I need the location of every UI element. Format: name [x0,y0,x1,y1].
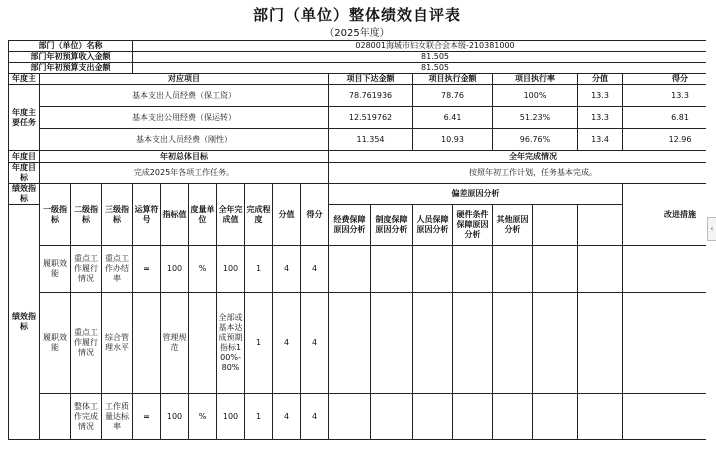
perf-header-dev-other: 其他原因分析 [493,205,533,246]
goals-side-label-main: 年度目标 [9,163,40,184]
perf-row-level2: 重点工作履行情况 [71,293,102,394]
tasks-header-rate: 项目执行率 [493,74,578,85]
perf-row-operator [133,293,161,394]
budget-income-value: 81.505 [133,52,707,63]
perf-row-level2: 整体工作完成情况 [71,394,102,440]
task-row-name: 基本支出公用经费（保运转） [40,107,329,129]
page-title: 部门（单位）整体绩效自评表 [252,6,461,24]
perf-row-target: 管理规范 [161,293,189,394]
perf-row-score: 4 [273,394,301,440]
perf-row-level1: 履职效能 [40,246,71,293]
perf-row-operator: = [133,246,161,293]
perf-row-level1: 履职效能 [40,293,71,394]
perf-row-got: 4 [301,246,329,293]
task-row-got: 12.96 [623,129,707,151]
perf-row-degree: 1 [245,293,273,394]
goals-initial-text: 完成2025年各项工作任务。 [40,163,329,184]
dept-name-label: 部门（单位）名称 [9,41,133,52]
task-row-score: 13.4 [578,129,623,151]
tasks-header-score: 分值 [578,74,623,85]
goals-header-initial: 年初总体目标 [40,151,329,163]
perf-row-actual: 100 [217,394,245,440]
perf-row-target: 100 [161,246,189,293]
perf-row-level2: 重点工作履行情况 [71,246,102,293]
budget-expense-label: 部门年初预算支出金额 [9,63,133,74]
perf-row-degree: 1 [245,246,273,293]
perf-header-dev-system: 制度保障原因分析 [371,205,413,246]
perf-header-dev-funding: 经费保障原因分析 [329,205,371,246]
task-row-rate: 100% [493,85,578,107]
tasks-side-label: 年度主 [9,74,40,85]
perf-row-actual: 全部或基本达成预期指标100%-80% [217,293,245,394]
perf-row-unit: % [189,394,217,440]
goals-header-completion: 全年完成情况 [329,151,707,163]
task-row-rate: 96.76% [493,129,578,151]
tasks-header-project: 对应项目 [40,74,329,85]
perf-row-target: 100 [161,394,189,440]
perf-row-level1 [40,394,71,440]
task-row-name: 基本支出人员经费（保工资） [40,85,329,107]
perf-header-dev-hardware: 硬件条件保障原因分析 [453,205,493,246]
perf-header-improve: 改进措施 [623,184,707,246]
budget-income-label: 部门年初预算收入金额 [9,52,133,63]
goals-side-label: 年度目 [9,151,40,163]
perf-header-deviation: 偏差原因分析 [329,184,623,205]
perf-header-score: 分值 [273,184,301,246]
task-row-issued: 11.354 [329,129,413,151]
task-row-issued: 12.519762 [329,107,413,129]
perf-header-level3: 三级指标 [102,184,133,246]
perf-header-got: 得分 [301,184,329,246]
task-row-got: 6.81 [623,107,707,129]
tasks-header-executed: 项目执行金额 [413,74,493,85]
perf-header-dev-staff: 人员保障原因分析 [413,205,453,246]
task-row-score: 13.3 [578,85,623,107]
perf-header-unit: 度量单位 [189,184,217,246]
perf-row-unit: % [189,246,217,293]
task-row-name: 基本支出人员经费（刚性） [40,129,329,151]
tasks-header-issued: 项目下达金额 [329,74,413,85]
perf-header-level2: 二级指标 [71,184,102,246]
task-row-issued: 78.761936 [329,85,413,107]
task-row-executed: 78.76 [413,85,493,107]
task-row-got: 13.3 [623,85,707,107]
task-row-rate: 51.23% [493,107,578,129]
perf-side-label-top: 绩效指标 [9,184,40,205]
perf-row-level3: 工作质量达标率 [102,394,133,440]
task-row-executed: 10.93 [413,129,493,151]
perf-row-score: 4 [273,246,301,293]
perf-side-label-main: 绩效指标 [9,205,40,440]
perf-row-score: 4 [273,293,301,394]
perf-header-actual: 全年完成值 [217,184,245,246]
perf-row-degree: 1 [245,394,273,440]
evaluation-sheet [8,0,706,467]
dept-name-value: 028001海城市妇女联合会本级-210381000 [133,41,707,52]
perf-row-actual: 100 [217,246,245,293]
perf-row-level3: 综合管理水平 [102,293,133,394]
perf-row-got: 4 [301,293,329,394]
task-row-executed: 6.41 [413,107,493,129]
goals-completion-text: 按照年初工作计划，任务基本完成。 [329,163,707,184]
tasks-side-label-main: 年度主要任务 [9,85,40,151]
task-row-score: 13.3 [578,107,623,129]
budget-expense-value: 81.505 [133,63,707,74]
year-label: （2025年度） [324,28,390,39]
perf-row-level3: 重点工作办结率 [102,246,133,293]
evaluation-table [8,40,706,440]
perf-header-degree: 完成程度 [245,184,273,246]
perf-header-target: 指标值 [161,184,189,246]
perf-header-operator: 运算符号 [133,184,161,246]
perf-header-level1: 一级指标 [40,184,71,246]
side-scroll-handle[interactable]: ‹ [707,217,716,241]
tasks-header-got: 得分 [623,74,707,85]
perf-row-operator: = [133,394,161,440]
perf-row-unit [189,293,217,394]
perf-row-got: 4 [301,394,329,440]
